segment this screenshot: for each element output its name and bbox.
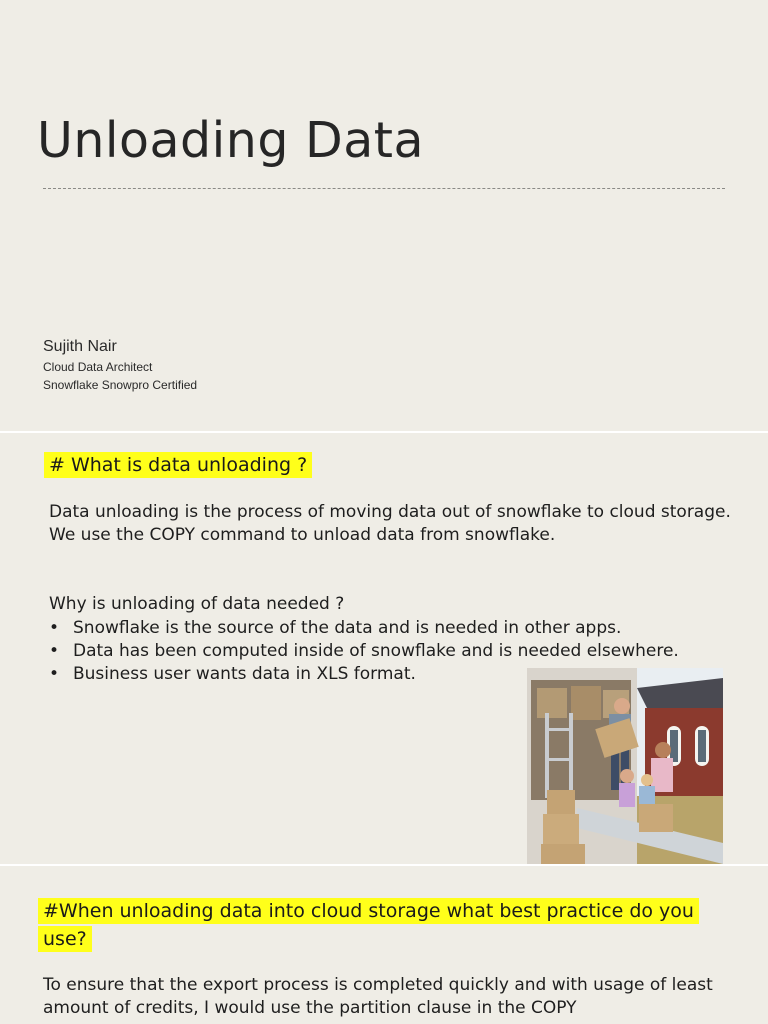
best-practice-slide [0,866,768,1024]
title-divider [43,188,725,189]
slide-heading [38,897,738,953]
author-name: Sujith Nair [43,338,117,355]
slide-title: Unloading Data [37,112,424,169]
what-is-unloading-slide [0,433,768,864]
moving-family-photo [527,668,723,864]
list-item: • Snowflake is the source of the data and is needed in other apps. [49,617,679,640]
title-slide [0,0,768,431]
slide-heading [44,452,312,479]
author-certification: Snowflake Snowpro Certified [43,378,198,392]
list-item: • Business user wants data in XLS format. [49,663,679,686]
answer-paragraph: To ensure that the export process is completed quickly and with usage of least amount of credits, I would use the partition clause in the COPY [43,975,713,1018]
why-label: Why is unloading of data needed ? [49,594,345,614]
list-item: • Data has been computed inside of snowflake and is needed elsewhere. [49,640,679,663]
highlighted-heading: # What is data unloading ? [44,452,312,478]
highlighted-heading: #When unloading data into cloud storage what best practice do you use? [38,898,699,952]
author-role: Cloud Data Architect [43,360,153,374]
definition-paragraph: Data unloading is the process of moving data out of snowflake to cloud storage. We use the COPY command to unload data from snowflake. [49,502,731,545]
